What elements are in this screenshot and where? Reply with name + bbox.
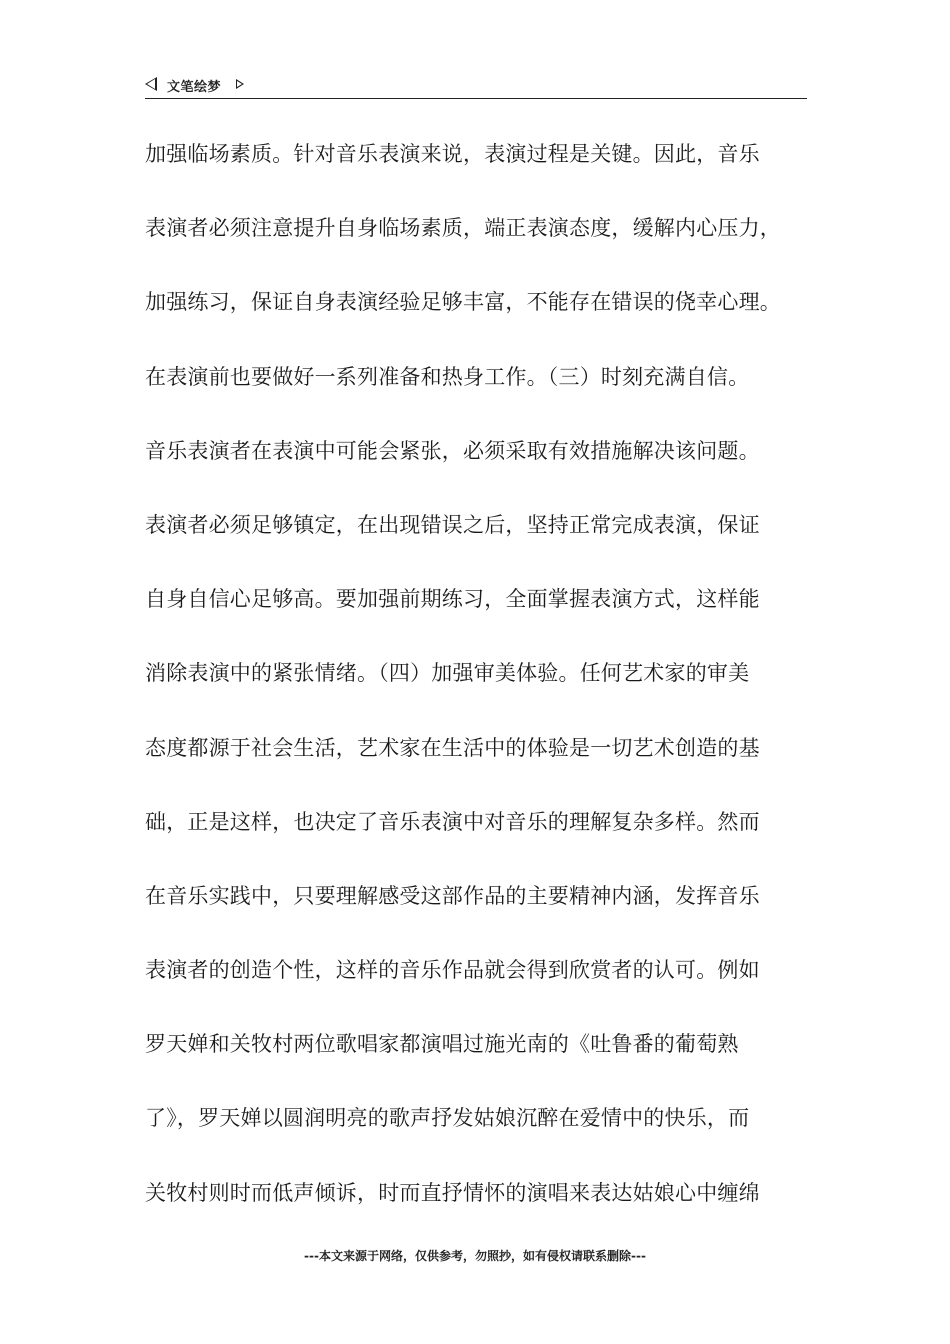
text-line: 在表演前也要做好一系列准备和热身工作。（三）时刻充满自信。: [145, 364, 750, 389]
text-line: 音乐表演者在表演中可能会紧张，必须采取有效措施解决该问题。: [145, 438, 760, 463]
text-line: 表演者的创造个性，这样的音乐作品就会得到欣赏者的认可。例如: [145, 958, 760, 983]
text-line: 表演者必须注意提升自身临场素质，端正表演态度，缓解内心压力，: [145, 216, 781, 241]
text-line: 罗天婵和关牧村两位歌唱家都演唱过施光南的《吐鲁番的葡萄熟: [145, 1032, 739, 1057]
left-triangle-icon: [145, 77, 157, 91]
header-brand: 文笔绘梦: [167, 80, 222, 95]
text-line: 加强练习，保证自身表演经验足够丰富，不能存在错误的侥幸心理。: [145, 290, 781, 315]
right-triangle-icon: [236, 79, 244, 89]
text-line: 加强临场素质。针对音乐表演来说，表演过程是关键。因此，音乐: [145, 142, 760, 166]
text-line: 表演者必须足够镇定，在出现错误之后，坚持正常完成表演，保证: [145, 512, 760, 537]
text-line: 态度都源于社会生活，艺术家在生活中的体验是一切艺术创造的基: [145, 735, 760, 760]
text-line: 自身自信心足够高。要加强前期练习，全面掌握表演方式，这样能: [145, 587, 760, 612]
page-header: [145, 74, 807, 99]
text-line: 消除表演中的紧张情绪。（四）加强审美体验。任何艺术家的审美: [145, 661, 750, 686]
text-line: 础，正是这样，也决定了音乐表演中对音乐的理解复杂多样。然而: [145, 809, 760, 834]
text-line: 在音乐实践中，只要理解感受这部作品的主要精神内涵，发挥音乐: [145, 883, 760, 908]
text-line: 了》，罗天婵以圆润明亮的歌声抒发姑娘沉醉在爱情中的快乐，而: [145, 1106, 750, 1131]
footer-notice: ---本文来源于网络，仅供参考，勿照抄，如有侵权请联系删除---: [304, 1249, 646, 1263]
text-line: 关牧村则时而低声倾诉，时而直抒情怀的演唱来表达姑娘心中缠绵: [145, 1180, 760, 1205]
body-text: [145, 134, 835, 1247]
